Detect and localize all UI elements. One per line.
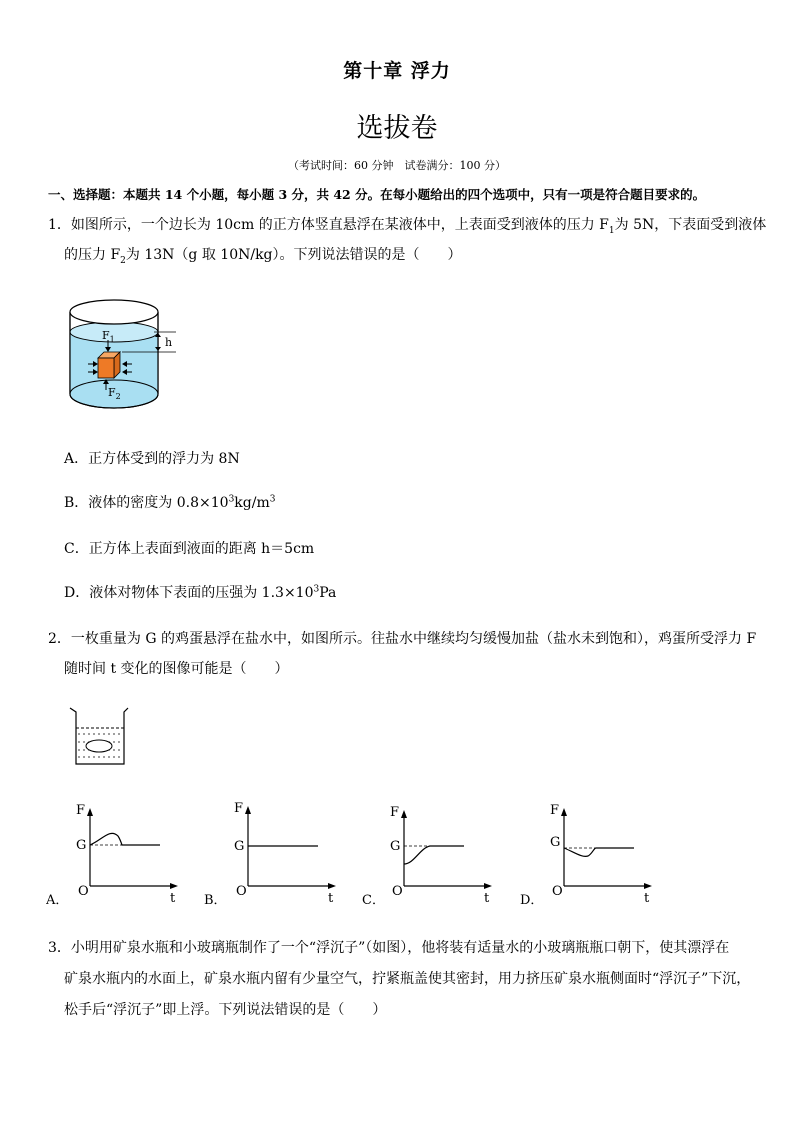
q2-line2: 随时间 t 变化的图像可能是（ ） (64, 661, 289, 677)
graph-b-origin: O (236, 884, 247, 899)
graph-c-level: G (390, 839, 401, 854)
graph-a-x-label: t (170, 891, 176, 906)
q1-option-d[interactable]: D．液体对物体下表面的压强为 $1.3\times 10^3Pa$ (64, 584, 337, 601)
q3-line1: 3．小明用矿泉水瓶和小玻璃瓶制作了一个“浮沉子”（如图），他将装有适量水的小玻璃瓶瓶口朝下，使其漂浮在 (48, 940, 730, 956)
graph-a-origin: O (78, 884, 89, 899)
q1-line2: 的压力 $F_2$为 13N（g 取 10N/kg）。下列说法错误的是（ ） (64, 247, 462, 266)
label-f1: $F_1$ (102, 329, 115, 344)
graph-a-y-label: F (76, 803, 86, 818)
graph-d-option: D． (520, 893, 544, 908)
exam-info: （考试时间：60 分钟 试卷满分：100 分） (288, 159, 506, 172)
chapter-title: 第十章 浮力 (343, 60, 451, 82)
q1-option-b[interactable]: B．液体的密度为 $0.8\times 10^3kg/m^3$ (64, 494, 276, 511)
graph-d[interactable] (520, 798, 660, 910)
q2-beaker-figure (66, 704, 132, 770)
graph-a-level: G (76, 838, 87, 853)
graph-d-y-label: F (550, 803, 560, 818)
q1-line1: 1．如图所示，一个边长为 10cm 的正方体竖直悬浮在某液体中，上表面受到液体的压力 $F_1$为 5N，下表面受到液体 (48, 217, 767, 236)
graph-c[interactable] (362, 798, 502, 910)
graph-b-y-label: F (234, 801, 244, 816)
section-heading: 一、选择题：本题共 14 个小题，每小题 3 分，共 42 分。在每小题给出的四个选项中，只有一项是符合题目要求的。 (48, 187, 706, 202)
graph-a-option: A． (46, 893, 69, 908)
q3-line2: 矿泉水瓶内的水面上，矿泉水瓶内留有少量空气，拧紧瓶盖使其密封，用力挤压矿泉水瓶侧面时“浮沉子”下沉， (64, 971, 751, 987)
graph-d-x-label: t (644, 891, 650, 906)
graph-c-origin: O (392, 884, 403, 899)
q1-beaker-figure (62, 290, 192, 422)
graph-b[interactable] (204, 798, 344, 910)
label-h: h (165, 336, 173, 349)
graph-c-x-label: t (484, 891, 490, 906)
graph-b-x-label: t (328, 891, 334, 906)
graph-b-level: G (234, 839, 245, 854)
graph-d-level: G (550, 835, 561, 850)
graph-d-origin: O (552, 884, 563, 899)
graph-c-option: C． (362, 893, 385, 908)
q3-line3: 松手后“浮沉子”即上浮。下列说法错误的是（ ） (64, 1002, 387, 1018)
q1-option-a[interactable]: A．正方体受到的浮力为 8N (64, 451, 240, 467)
graph-c-y-label: F (390, 805, 400, 820)
graph-b-option: B． (204, 893, 227, 908)
paper-title: 选拔卷 (356, 113, 438, 144)
q1-option-c[interactable]: C．正方体上表面到液面的距离 h＝5cm (64, 541, 315, 557)
label-f2: $F_2$ (108, 386, 121, 401)
q2-line1: 2．一枚重量为 G 的鸡蛋悬浮在盐水中，如图所示。往盐水中继续均匀缓慢加盐（盐水未到饱和），鸡蛋所受浮力 F (48, 631, 757, 647)
graph-a[interactable] (46, 798, 186, 910)
